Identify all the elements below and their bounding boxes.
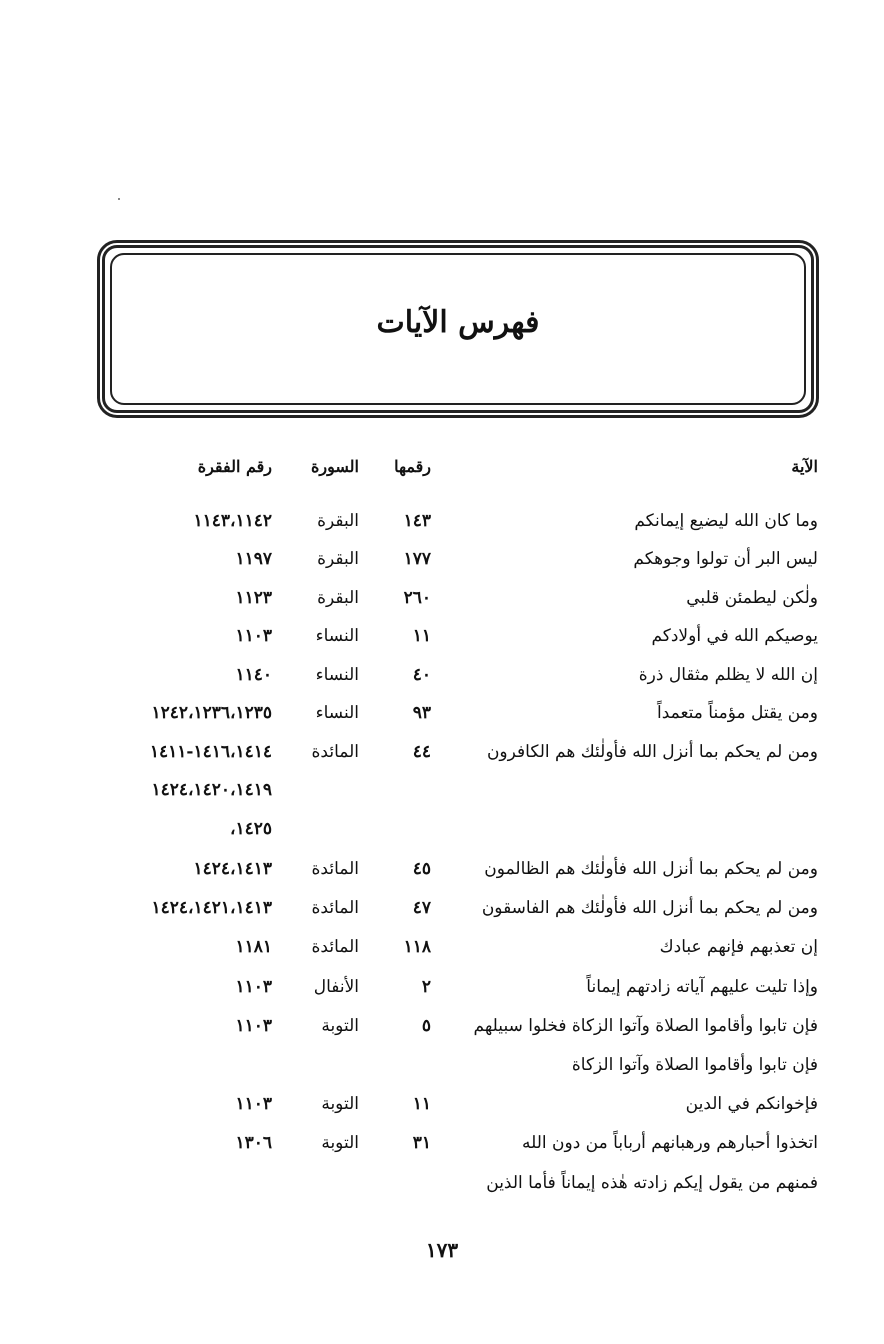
cell-verse: إن تعذبهم فإنهم عبادك <box>659 937 818 957</box>
cell-sura: البقرة <box>317 511 359 531</box>
cell-verse: فإن تابوا وأقاموا الصلاة وآتوا الزكاة <box>571 1055 818 1075</box>
header-paragraph: رقم الفقرة <box>197 457 272 476</box>
cell-paragraph: ١١٠٣ <box>235 1016 272 1036</box>
cell-verse: ومن يقتل مؤمناً متعمداً <box>656 703 818 723</box>
cell-paragraph: ١٤٢٤،١٤٢١،١٤١٣ <box>151 898 272 918</box>
cell-sura: البقرة <box>317 588 359 608</box>
cell-paragraph: ١١٠٣ <box>235 977 272 997</box>
cell-sura: النساء <box>315 703 359 723</box>
cell-verse: وما كان الله ليضيع إيمانكم <box>634 511 818 531</box>
cell-paragraph: ١٤٢٥، <box>229 819 272 839</box>
cell-verse: يوصيكم الله في أولادكم <box>651 626 818 646</box>
cell-number: ١٤٣ <box>403 511 431 531</box>
cell-sura: التوبة <box>321 1016 359 1036</box>
cell-paragraph: ١٣٠٦ <box>235 1133 272 1153</box>
cell-verse: إن الله لا يظلم مثقال ذرة <box>638 665 818 685</box>
cell-verse: فمنهم من يقول إيكم زادته هٰذه إيماناً فأما الذين <box>486 1173 818 1193</box>
cell-number: ١١ <box>412 626 431 646</box>
cell-number: ٩٣ <box>412 703 431 723</box>
cell-number: ٤٥ <box>412 859 431 879</box>
cell-verse: فإن تابوا وأقاموا الصلاة وآتوا الزكاة فخلوا سبيلهم <box>473 1016 818 1036</box>
cell-sura: النساء <box>315 626 359 646</box>
cell-paragraph: ١١٩٧ <box>235 549 272 569</box>
cell-sura: الأنفال <box>313 977 359 997</box>
cell-number: ٤٧ <box>412 898 431 918</box>
cell-verse: اتخذوا أحبارهم ورهبانهم أرباباً من دون الله <box>521 1133 818 1153</box>
header-number: رقمها <box>394 457 431 476</box>
cell-sura: التوبة <box>321 1133 359 1153</box>
cell-sura: النساء <box>315 665 359 685</box>
cell-sura: التوبة <box>321 1094 359 1114</box>
cell-number: ١١ <box>412 1094 431 1114</box>
cell-verse: ومن لم يحكم بما أنزل الله فأولٰئك هم الفاسقون <box>481 898 818 918</box>
cell-number: ٥ <box>421 1016 431 1036</box>
cell-verse: وإذا تليت عليهم آياته زادتهم إيماناً <box>586 977 818 997</box>
cell-paragraph: ١٤٢٤،١٤٢٠،١٤١٩ <box>151 780 272 800</box>
cell-number: ٢٦٠ <box>403 588 431 608</box>
header-verse: الآية <box>791 457 818 476</box>
cell-verse: ومن لم يحكم بما أنزل الله فأولٰئك هم الكافرون <box>486 742 818 762</box>
header-sura: السورة <box>311 457 359 476</box>
page-number: ١٧٣ <box>425 1238 459 1262</box>
cell-sura: المائدة <box>311 859 359 879</box>
cell-paragraph: ١٢٤٢،١٢٣٦،١٢٣٥ <box>151 703 272 723</box>
cell-paragraph: ١٤١٦،١٤١٤-١٤١١ <box>149 742 272 762</box>
cell-paragraph: ١٤٢٤،١٤١٣ <box>193 859 272 879</box>
cell-verse: ولٰكن ليطمئن قلبي <box>686 588 818 608</box>
cell-paragraph: ١١٤٠ <box>235 665 272 685</box>
page-title: فهرس الآيات <box>376 305 540 340</box>
cell-sura: المائدة <box>311 742 359 762</box>
cell-number: ٤٠ <box>412 665 431 685</box>
cell-number: ٣١ <box>412 1133 431 1153</box>
cell-sura: المائدة <box>311 898 359 918</box>
cell-sura: البقرة <box>317 549 359 569</box>
cell-number: ١١٨ <box>403 937 431 957</box>
cell-number: ٢ <box>421 977 431 997</box>
cell-number: ١٧٧ <box>403 549 431 569</box>
cell-paragraph: ١١٨١ <box>235 937 272 957</box>
scan-speck <box>118 198 120 200</box>
cell-verse: فإخوانكم في الدين <box>685 1094 818 1114</box>
cell-verse: ومن لم يحكم بما أنزل الله فأولٰئك هم الظالمون <box>484 859 818 879</box>
cell-paragraph: ١١٠٣ <box>235 626 272 646</box>
cell-verse: ليس البر أن تولوا وجوهكم <box>633 549 818 569</box>
cell-paragraph: ١١٠٣ <box>235 1094 272 1114</box>
cell-paragraph: ١١٤٣،١١٤٢ <box>193 511 272 531</box>
cell-sura: المائدة <box>311 937 359 957</box>
cell-paragraph: ١١٢٣ <box>235 588 272 608</box>
cell-number: ٤٤ <box>412 742 431 762</box>
